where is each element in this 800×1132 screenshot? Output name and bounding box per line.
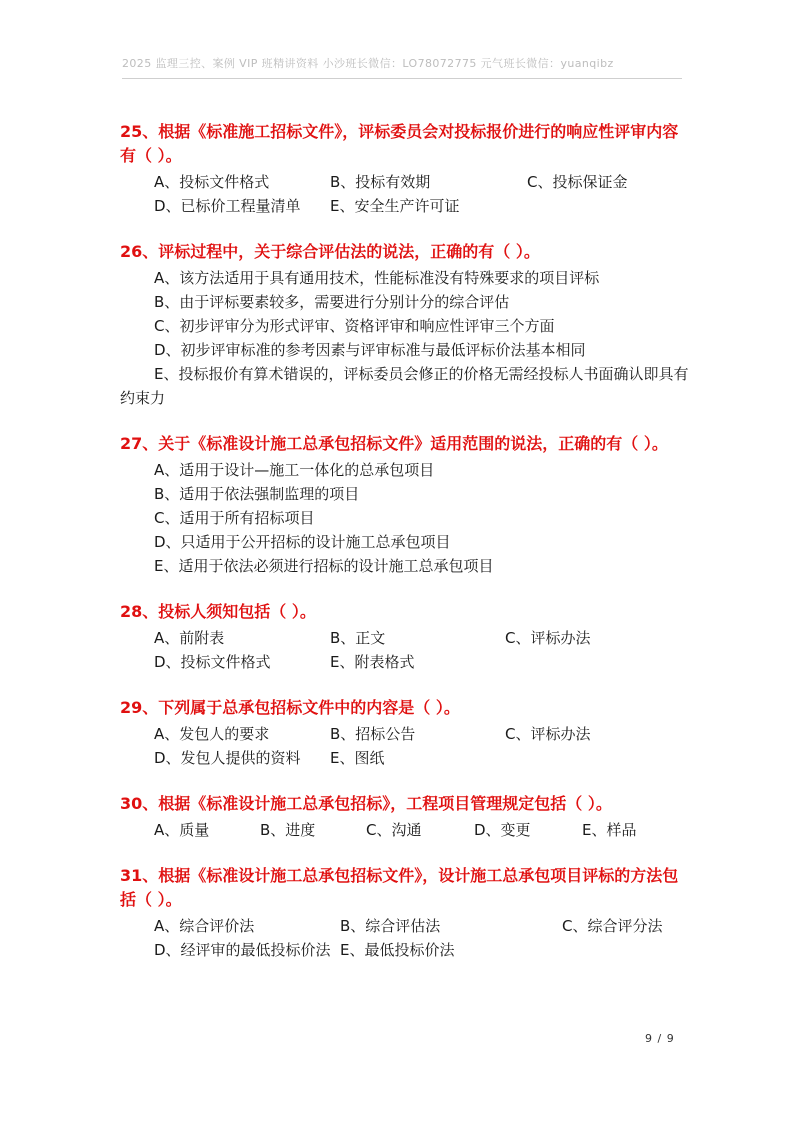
option-d: D、初步评审标准的参考因素与评审标准与最低评标价法基本相同 [154,341,586,359]
option-e: E、最低投标价法 [340,941,455,959]
page-header: 2025 监理三控、案例 VIP 班精讲资料 小沙班长微信：LO78072775 元气班长微信：yuanqibz [122,56,682,79]
question-title: 29、下列属于总承包招标文件中的内容是（ ）。 [120,698,460,717]
question-title: 28、投标人须知包括（ ）。 [120,602,316,621]
option-a: A、前附表 [154,629,225,647]
option-a: A、发包人的要求 [154,725,270,743]
option-b: B、正文 [330,629,386,647]
option-c: C、综合评分法 [562,917,663,935]
option-b: B、综合评估法 [340,917,441,935]
option-d: D、发包人提供的资料 [154,749,301,767]
option-row [120,914,690,938]
option-d: D、已标价工程量清单 [154,197,301,215]
option-c: C、初步评审分为形式评审、资格评审和响应性评审三个方面 [154,317,555,335]
option-d: D、经评审的最低投标价法 [154,941,331,959]
option-e: E、样品 [582,821,637,839]
option-c: C、适用于所有招标项目 [154,509,315,527]
option-row [120,170,690,194]
question-26 [120,240,690,410]
option-e: E、适用于依法必须进行招标的设计施工总承包项目 [154,557,494,575]
question-25 [120,120,690,218]
option-d: D、投标文件格式 [154,653,271,671]
question-27 [120,432,690,578]
option-a: A、质量 [154,821,210,839]
question-list [120,120,690,984]
option-row [120,194,690,218]
option-row [120,722,690,746]
option-a: A、综合评价法 [154,917,255,935]
option-c: C、评标办法 [505,725,591,743]
question-title: 26、评标过程中，关于综合评估法的说法，正确的有（ ）。 [120,242,540,261]
option-b: B、适用于依法强制监理的项目 [154,485,360,503]
question-28 [120,600,690,674]
option-row [120,818,690,842]
option-c: C、沟通 [366,821,422,839]
option-c: C、评标办法 [505,629,591,647]
question-31 [120,864,690,962]
question-title: 27、关于《标准设计施工总承包招标文件》适用范围的说法，正确的有（ ）。 [120,434,668,453]
option-b: B、投标有效期 [330,173,431,191]
option-c: C、投标保证金 [527,173,628,191]
option-b: B、招标公告 [330,725,416,743]
option-e: E、投标报价有算术错误的，评标委员会修正的价格无需经投标人书面确认即具有约束力 [120,365,689,407]
option-d: D、只适用于公开招标的设计施工总承包项目 [154,533,451,551]
page-number: 9 / 9 [645,1032,675,1045]
option-a: A、适用于设计—施工一体化的总承包项目 [154,461,435,479]
option-row [120,746,690,770]
option-d: D、变更 [474,821,531,839]
option-e: E、安全生产许可证 [330,197,460,215]
question-title: 30、根据《标准设计施工总承包招标》，工程项目管理规定包括（ ）。 [120,794,612,813]
option-b: B、进度 [260,821,316,839]
question-29 [120,696,690,770]
option-b: B、由于评标要素较多，需要进行分别计分的综合评估 [154,293,510,311]
question-30 [120,792,690,842]
option-row [120,650,690,674]
option-e: E、附表格式 [330,653,415,671]
option-e: E、图纸 [330,749,385,767]
question-title: 25、根据《标准施工招标文件》，评标委员会对投标报价进行的响应性评审内容有（ ）。 [120,122,679,165]
option-a: A、投标文件格式 [154,173,270,191]
option-row [120,938,690,962]
option-a: A、该方法适用于具有通用技术，性能标准没有特殊要求的项目评标 [154,269,600,287]
question-title: 31、根据《标准设计施工总承包招标文件》，设计施工总承包项目评标的方法包括（ ）。 [120,866,679,909]
option-row [120,626,690,650]
